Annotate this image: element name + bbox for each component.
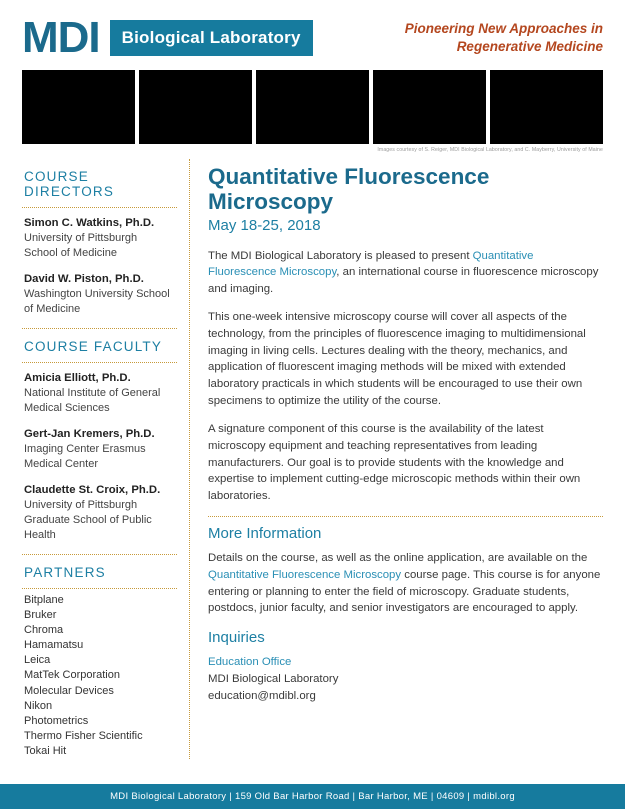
faculty-affiliation-line: Health — [24, 528, 56, 541]
more-info-text-after: course page. This course is for anyone entering or planning to enter the field of microscopy. Graduate students, postdocs, junior faculty, and senior investigators are encouraged to apply. — [208, 569, 601, 615]
page-footer: MDI Biological Laboratory | 159 Old Bar Harbor Road | Bar Harbor, ME | 04609 | mdibl.org — [0, 784, 625, 809]
microscopy-image-1 — [22, 70, 135, 144]
faculty-name: Amicia Elliott, Ph.D. — [24, 371, 131, 384]
partners-heading: PARTNERS — [24, 564, 106, 580]
course-directors-heading: COURSE DIRECTORS — [24, 169, 115, 199]
director-affiliation-line: Washington University School — [24, 288, 170, 301]
page-title: Quantitative Fluorescence Microscopy — [208, 164, 490, 214]
sidebar — [22, 159, 190, 759]
faculty-name: Claudette St. Croix, Ph.D. — [24, 483, 161, 496]
director-name: Simon C. Watkins, Ph.D. — [24, 217, 155, 229]
more-info-text-before: Details on the course, as well as the online application, are available on the — [208, 552, 588, 565]
divider — [22, 554, 177, 555]
director-affiliation-line: of Medicine — [24, 303, 81, 316]
course-page-link[interactable]: Quantitative Fluorescence Microscopy — [208, 569, 402, 582]
list-item: Chroma — [24, 623, 64, 636]
list-item: Tokai Hit — [24, 745, 67, 758]
page-header — [0, 0, 625, 70]
content-area — [0, 153, 625, 759]
intro-text-after: , an international course in fluorescence microscopy and imaging. — [208, 266, 599, 295]
director-name: David W. Piston, Ph.D. — [24, 272, 144, 285]
faculty-name: Gert-Jan Kremers, Ph.D. — [24, 427, 155, 440]
faculty-entry — [24, 427, 177, 472]
faculty-affiliation-line: University of Pittsburgh — [24, 499, 138, 511]
intro-text-before: The MDI Biological Laboratory is pleased to present — [208, 249, 473, 262]
inquiries-email[interactable]: education@mdibl.org — [208, 690, 316, 703]
divider — [22, 588, 177, 589]
list-item: Bitplane — [24, 593, 64, 606]
divider — [208, 516, 603, 517]
director-affiliation-line: University of Pittsburgh — [24, 232, 138, 245]
inquiries-heading: Inquiries — [208, 629, 265, 647]
divider — [22, 362, 177, 363]
list-item: Bruker — [24, 608, 57, 621]
list-item: Photometrics — [24, 714, 89, 727]
list-item: Hamamatsu — [24, 639, 84, 652]
microscopy-image-2 — [139, 70, 252, 144]
faculty-affiliation-line: Graduate School of Public — [24, 513, 152, 526]
logo — [22, 13, 313, 62]
list-item: MatTek Corporation — [24, 669, 120, 682]
faculty-entry — [24, 371, 177, 416]
director-affiliation-line: School of Medicine — [24, 247, 117, 260]
image-credit: Images courtesy of S. Reiger, MDI Biological Laboratory, and C. Mayberry, University of Maine — [377, 147, 603, 153]
list-item: Thermo Fisher Scientific — [24, 730, 143, 743]
description-paragraph: This one-week intensive microscopy course will cover all aspects of the technology, from the principles of fluorescence imaging to multidimensional imaging in living cells. Lectures dealing with the theory, mechanics, and application of fluorescent imaging methods will be mixed with extended laboratory practicals in which students will be encouraged to use their own specimens to optimize the utility of the course. — [208, 311, 586, 407]
image-strip — [0, 70, 625, 144]
more-information-paragraph — [208, 550, 603, 617]
microscopy-image-3 — [256, 70, 369, 144]
tagline-line-1: Pioneering New Approaches in — [404, 20, 603, 36]
tagline — [405, 20, 603, 56]
signature-paragraph: A signature component of this course is the availability of the latest microscopy equipment and teaching representatives from leading manufacturers. Our goal is to provide students with the knowledge and expertise to implement cutting-edge microscopic methods within their own laboratories. — [208, 423, 581, 502]
microscopy-image-5 — [490, 70, 603, 144]
inquiries-organization: MDI Biological Laboratory — [208, 673, 339, 686]
logo-mdi-text: MDI — [22, 13, 100, 62]
more-information-heading: More Information — [208, 525, 322, 543]
list-item: Molecular Devices — [24, 684, 114, 697]
list-item: Nikon — [24, 699, 53, 712]
logo-subtitle: Biological Laboratory — [110, 20, 313, 56]
course-dates: May 18-25, 2018 — [208, 216, 321, 234]
inquiries-office[interactable]: Education Office — [208, 656, 292, 669]
faculty-entry — [24, 483, 177, 543]
intro-paragraph — [208, 248, 603, 298]
director-entry — [24, 216, 177, 261]
partners-list — [24, 593, 177, 760]
faculty-affiliation-line: Imaging Center Erasmus — [24, 443, 146, 456]
course-link[interactable]: Quantitative Fluorescence Microscopy — [208, 249, 534, 279]
microscopy-image-4 — [373, 70, 486, 144]
divider — [22, 328, 177, 329]
main-column — [190, 159, 603, 759]
list-item: Leica — [24, 654, 51, 667]
faculty-affiliation-line: Medical Center — [24, 457, 98, 470]
director-entry — [24, 272, 177, 317]
tagline-line-2: Regenerative Medicine — [456, 39, 603, 54]
faculty-affiliation-line: National Institute of General — [24, 387, 161, 400]
divider — [22, 207, 177, 208]
course-faculty-heading: COURSE FACULTY — [24, 338, 163, 354]
faculty-affiliation-line: Medical Sciences — [24, 401, 110, 414]
